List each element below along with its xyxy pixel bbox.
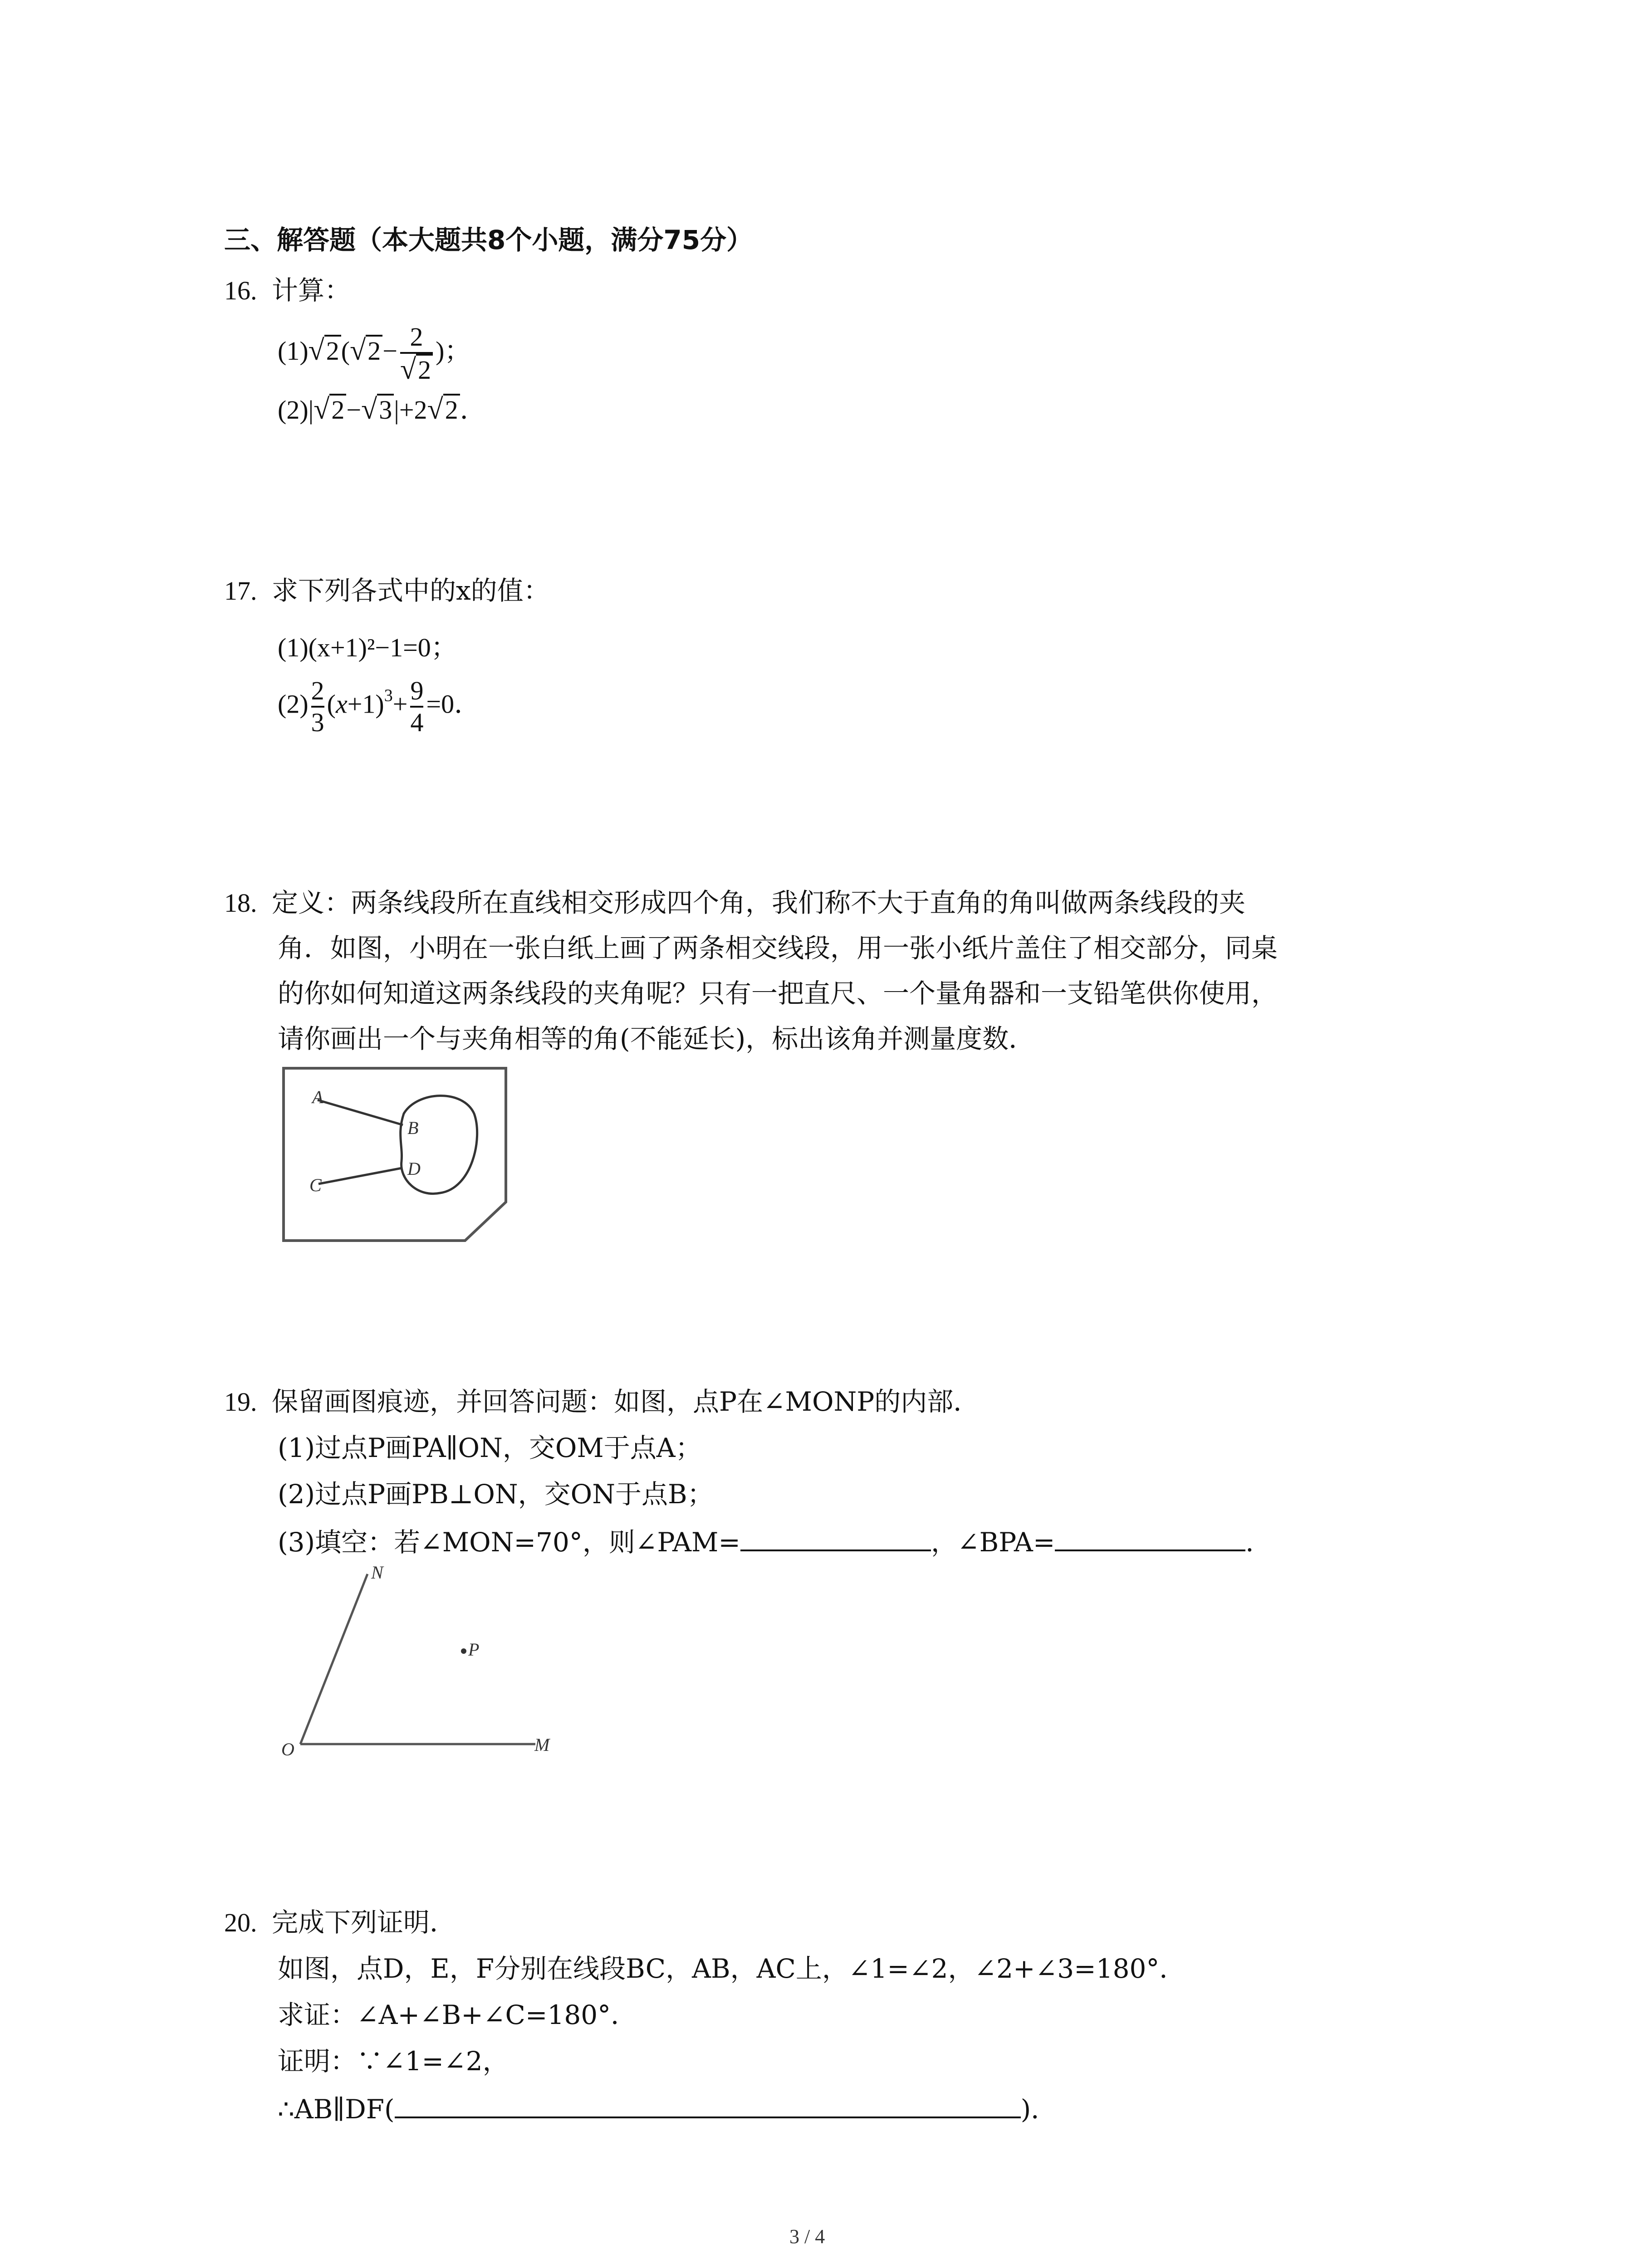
q16-part2-period: ． bbox=[460, 395, 486, 425]
q18-label-a: A bbox=[312, 1087, 323, 1107]
q18-label-c: C bbox=[309, 1175, 322, 1195]
q16-part1-label: (1) bbox=[278, 336, 309, 366]
q19-number: 19. bbox=[224, 1387, 257, 1417]
q18-line-2: 角．如图，小明在一张白纸上画了两条相交线段，用一张小纸片盖住了相交部分，同桌 bbox=[278, 933, 1278, 963]
q20-stem: 完成下列证明． bbox=[271, 1907, 456, 1938]
question-19 bbox=[224, 1383, 980, 1420]
q17-stem: 求下列各式中的x的值： bbox=[271, 575, 550, 606]
q19-point-p bbox=[461, 1648, 466, 1654]
q18-label-d: D bbox=[407, 1158, 421, 1179]
q18-paper-patch bbox=[401, 1096, 477, 1194]
q17-part1: (1)(x+1)²−1=0； bbox=[278, 633, 457, 662]
q19-part3-text-a: (3)填空：若∠MON=70°，则∠PAM= bbox=[278, 1527, 741, 1558]
q17-part2-end: =0． bbox=[426, 689, 481, 719]
question-20 bbox=[224, 1904, 456, 1941]
q19-figure bbox=[272, 1560, 572, 1769]
q16-part1-end: )； bbox=[436, 336, 471, 366]
section-heading: 三、解答题（本大题共8个小题，满分75分） bbox=[224, 225, 753, 255]
q16-part2: (2)|√2−√3|+2√2． bbox=[278, 393, 486, 425]
q19-stem: 保留画图痕迹，并回答问题：如图，点P在∠MONP的内部． bbox=[271, 1386, 980, 1417]
q18-label-b: B bbox=[407, 1118, 419, 1138]
q16-part2-end: |+2 bbox=[394, 395, 427, 425]
page-number: 3 / 4 bbox=[789, 2225, 825, 2248]
q20-line-3: 证明：∵∠1=∠2， bbox=[278, 2046, 509, 2077]
q19-part1: (1)过点P画PA∥ON，交OM于点A； bbox=[278, 1432, 702, 1463]
question-18 bbox=[224, 885, 1245, 921]
q16-stem: 计算： bbox=[271, 275, 351, 306]
q17-part2-label: (2) bbox=[278, 689, 309, 719]
q18-figure bbox=[281, 1066, 508, 1243]
q18-segment-cd bbox=[318, 1168, 402, 1184]
q19-part2: (2)过点P画PB⊥ON，交ON于点B； bbox=[278, 1479, 714, 1510]
q19-label-p: P bbox=[468, 1639, 480, 1660]
q19-label-n: N bbox=[371, 1562, 383, 1583]
q19-answer-blank-bpa[interactable] bbox=[1055, 1522, 1245, 1551]
q19-part3-text-b: ，∠BPA= bbox=[931, 1527, 1055, 1558]
q16-part2-label: (2) bbox=[278, 395, 309, 425]
q19-answer-blank-pam[interactable] bbox=[740, 1522, 931, 1551]
q18-line-4: 请你画出一个与夹角相等的角(不能延长)，标出该角并测量度数． bbox=[278, 1023, 1035, 1054]
q19-part3 bbox=[278, 1522, 1272, 1560]
question-16 bbox=[224, 272, 351, 309]
q19-label-o: O bbox=[281, 1739, 294, 1760]
q20-reason-blank[interactable] bbox=[395, 2089, 1021, 2118]
q18-line-3: 的你如何知道这两条线段的夹角呢？只有一把直尺、一个量角器和一支铅笔供你使用， bbox=[278, 978, 1278, 1009]
q17-number: 17. bbox=[224, 576, 257, 606]
q20-line-2: 求证：∠A+∠B+∠C=180°． bbox=[278, 1999, 637, 2030]
q19-ray-on bbox=[300, 1574, 367, 1744]
q19-label-m: M bbox=[534, 1735, 550, 1755]
q20-line-1: 如图，点D，E，F分别在线段BC，AB，AC上，∠1=∠2，∠2+∠3=180°． bbox=[278, 1953, 1186, 1984]
q16-part1: (1)√2(√2− $\frac{2}{√2}$ )； bbox=[278, 322, 471, 385]
q20-line-4-text-b: )． bbox=[1020, 2094, 1058, 2125]
question-17 bbox=[224, 572, 550, 609]
q18-line-1: 定义：两条线段所在直线相交形成四个角，我们称不大于直角的角叫做两条线段的夹 bbox=[271, 887, 1245, 918]
q16-number: 16. bbox=[224, 276, 257, 305]
q19-part3-text-c: ． bbox=[1245, 1527, 1272, 1558]
q17-part2: (2) $\frac{2}{3}$ $(x+1)^3+$ $\frac{9}{4}$ =0． bbox=[278, 676, 481, 737]
q20-number: 20. bbox=[224, 1908, 257, 1937]
q20-line-4-text-a: ∴AB∥DF( bbox=[278, 2094, 395, 2125]
q18-segment-ab bbox=[318, 1100, 403, 1125]
q18-number: 18. bbox=[224, 888, 257, 918]
q20-line-4 bbox=[278, 2089, 1057, 2127]
